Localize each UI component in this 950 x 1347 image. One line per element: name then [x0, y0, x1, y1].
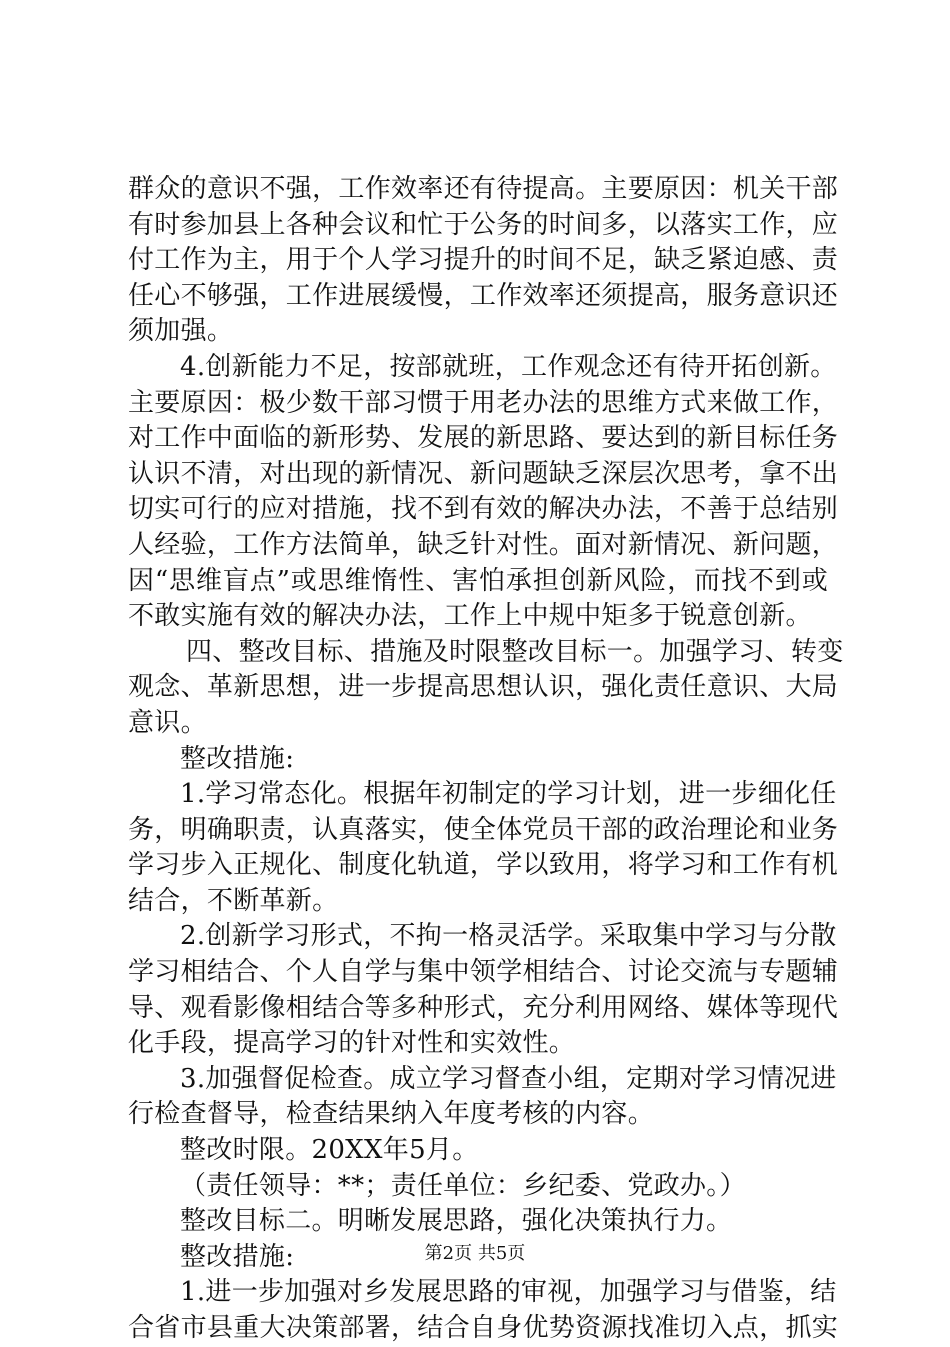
text-line: 意识。	[128, 707, 207, 738]
text-line: 3.加强督促检查。成立学习督查小组，定期对学习情况进	[180, 1063, 837, 1094]
text-line: 人经验，工作方法简单，缺乏针对性。面对新情况、新问题，	[128, 529, 839, 560]
text-line: 观念、革新思想，进一步提高思想认识，强化责任意识、大局	[128, 672, 839, 703]
text-line: 认识不清，对出现的新情况、新问题缺乏深层次思考，拿不出	[128, 458, 839, 489]
text-line: 群众的意识不强，工作效率还有待提高。主要原因：机关干部	[128, 174, 839, 204]
text-line: 整改目标二。明晰发展思路，强化决策执行力。	[180, 1206, 733, 1237]
section-heading: 四、整改目标、措施及时限整改目标一。加强学习、转变	[186, 636, 844, 667]
text-line: 行检查督导，检查结果纳入年度考核的内容。	[128, 1099, 655, 1130]
text-line: 务，明确职责，认真落实，使全体党员干部的政治理论和业务	[128, 814, 839, 845]
text-line: 任心不够强，工作进展缓慢，工作效率还须提高，服务意识还	[128, 280, 839, 311]
text-line: 付工作为主，用于个人学习提升的时间不足，缺乏紧迫感、责	[128, 245, 839, 276]
text-line: （责任领导：**；责任单位：乡纪委、党政办。）	[180, 1170, 746, 1201]
text-line: 结合，不断革新。	[128, 885, 339, 916]
text-line: 1.进一步加强对乡发展思路的审视，加强学习与借鉴，结	[180, 1277, 837, 1308]
text-line: 有时参加县上各种会议和忙于公务的时间多，以落实工作，应	[128, 209, 839, 240]
subheading: 整改措施:	[180, 743, 295, 774]
text-line: 对工作中面临的新形势、发展的新思路、要达到的新目标任务	[128, 423, 839, 454]
text-line: 主要原因：极少数干部习惯于用老办法的思维方式来做工作，	[128, 387, 839, 418]
page-number: 第2页 共5页	[424, 1243, 526, 1264]
document-body	[128, 172, 844, 1347]
text-line: 2.创新学习形式，不拘一格灵活学。采取集中学习与分散	[180, 921, 837, 952]
subheading: 整改措施:	[180, 1241, 295, 1272]
text-line: 1.学习常态化。根据年初制定的学习计划，进一步细化任	[180, 779, 837, 810]
text-line: 4.创新能力不足，按部就班，工作观念还有待开拓创新。	[180, 351, 837, 382]
text-line: 导、观看影像相结合等多种形式，充分利用网络、媒体等现代	[128, 992, 839, 1023]
text-line: 须加强。	[128, 316, 234, 347]
text-line: 学习相结合、个人自学与集中领学相结合、讨论交流与专题辅	[128, 957, 839, 988]
text-line: 不敢实施有效的解决办法，工作上中规中矩多于锐意创新。	[128, 601, 812, 632]
text-line: 整改时限。20XX年5月。	[180, 1135, 479, 1166]
text-line: 切实可行的应对措施，找不到有效的解决办法，不善于总结别	[128, 494, 839, 525]
text-line: 合省市县重大决策部署，结合自身优势资源找准切入点，抓实	[128, 1313, 839, 1343]
text-line: 因“思维盲点”或思维惰性、害怕承担创新风险，而找不到或	[128, 565, 828, 596]
text-line: 化手段，提高学习的针对性和实效性。	[128, 1028, 576, 1059]
text-line: 学习步入正规化、制度化轨道，学以致用，将学习和工作有机	[128, 850, 839, 881]
